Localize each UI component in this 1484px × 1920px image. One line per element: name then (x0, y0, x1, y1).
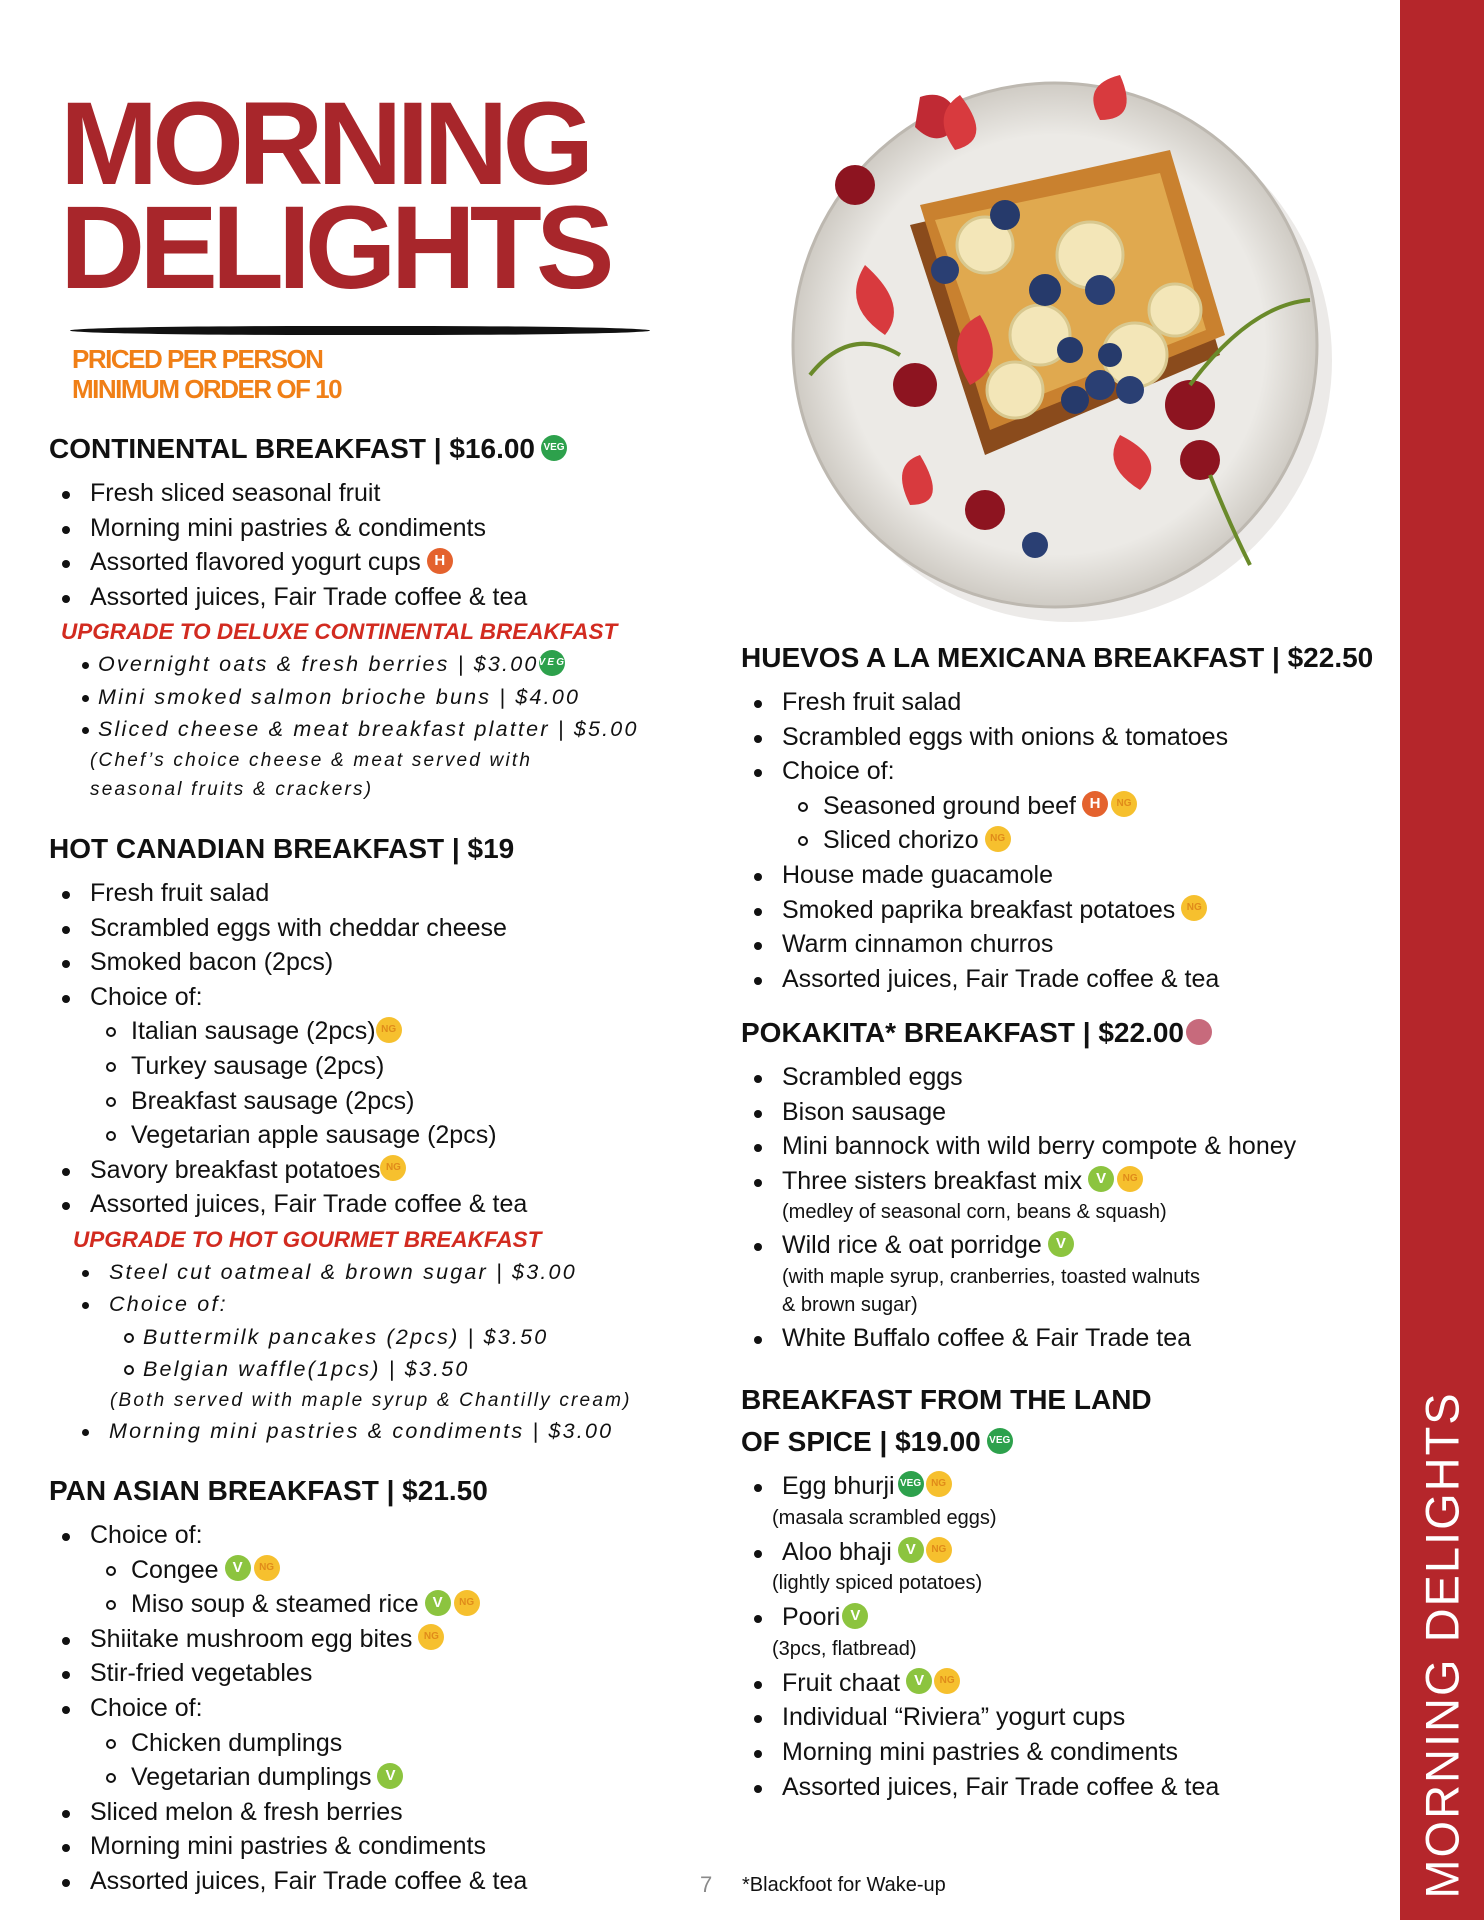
note-line: (Both served with maple syrup & Chantilly cream) (110, 1389, 632, 1411)
section-heading: HUEVOS A LA MEXICANA BREAKFAST | $22.50 (741, 642, 1374, 673)
gluten-free-badge-icon: NG (985, 826, 1011, 852)
title-line-1: MORNING (60, 78, 589, 210)
pricing-subtitle (72, 344, 341, 404)
item-text: Poori (782, 1603, 841, 1632)
item-note: (masala scrambled eggs) (772, 1506, 997, 1529)
huevos-breakfast-section (741, 641, 1373, 996)
list-item (741, 1666, 1219, 1701)
item-text: Smoked paprika breakfast potatoes (782, 895, 1176, 924)
gluten-free-badge-icon: NG (1181, 895, 1207, 921)
subtitle-line-2: MINIMUM ORDER OF 10 (72, 374, 342, 404)
list-item: Fresh fruit salad (49, 876, 632, 911)
item-note: (3pcs, flatbread) (772, 1637, 917, 1660)
item-text: Congee (131, 1555, 219, 1584)
note-line: (Chef’s choice cheese & meat served with (90, 749, 533, 771)
list-item: Choice of: (49, 980, 632, 1015)
item-text: Miso soup & steamed rice (131, 1590, 419, 1619)
list-item (741, 1600, 1219, 1635)
item-list (49, 876, 632, 1222)
item-list (741, 1666, 1219, 1804)
sub-item: Vegetarian apple sausage (2pcs) (49, 1118, 632, 1153)
footnote: *Blackfoot for Wake-up (742, 1874, 946, 1896)
upgrade-title: UPGRADE TO HOT GOURMET BREAKFAST (73, 1226, 542, 1252)
item-list (741, 685, 1373, 996)
list-item: Fresh sliced seasonal fruit (49, 476, 639, 511)
list-item: Choice of: (49, 1288, 632, 1321)
list-item: Mini bannock with wild berry compote & honey (741, 1129, 1296, 1164)
sub-item: Buttermilk pancakes (2pcs) | $3.50 (49, 1321, 632, 1354)
land-of-spice-breakfast-section (741, 1383, 1219, 1804)
gluten-free-badge-icon: NG (254, 1555, 280, 1581)
gluten-free-badge-icon: NG (926, 1537, 952, 1563)
upgrade-list (49, 1256, 632, 1386)
title-line-2: DELIGHTS (60, 182, 609, 314)
item-text: Shiitake mushroom egg bites (90, 1624, 413, 1653)
item-text: Egg bhurji (782, 1472, 895, 1500)
vegetarian-badge-icon: VEG (987, 1428, 1013, 1454)
list-item: Individual “Riviera” yogurt cups (741, 1700, 1219, 1735)
list-item (741, 1469, 1219, 1504)
gluten-free-badge-icon: NG (1111, 791, 1137, 817)
halal-badge-icon: H (427, 548, 453, 574)
gluten-free-badge-icon: NG (418, 1624, 444, 1650)
item-text: Italian sausage (2pcs) (131, 1017, 376, 1046)
gluten-free-badge-icon: NG (926, 1471, 952, 1497)
list-item (741, 1228, 1296, 1263)
list-item: Morning mini pastries & condiments | $3.00 (49, 1415, 632, 1448)
sub-item (49, 1760, 527, 1795)
sub-item (741, 789, 1373, 824)
list-item: Assorted juices, Fair Trade coffee & tea (49, 1187, 632, 1222)
pan-asian-breakfast-section (49, 1474, 527, 1899)
item-note: (lightly spiced potatoes) (772, 1572, 983, 1595)
list-item: Stir-fried vegetables (49, 1656, 527, 1691)
item-list (741, 1535, 1219, 1570)
item-list (741, 1321, 1296, 1356)
item-text: Overnight oats & fresh berries | $3.00 (98, 652, 539, 677)
list-item: Scrambled eggs with cheddar cheese (49, 911, 632, 946)
upgrade-list (49, 648, 639, 746)
list-item (49, 1622, 527, 1657)
list-item: Sliced cheese & meat breakfast platter | $5.00 (49, 713, 639, 746)
list-item: Steel cut oatmeal & brown sugar | $3.00 (49, 1256, 632, 1289)
note-line: seasonal fruits & crackers) (90, 778, 374, 800)
list-item: Choice of: (741, 754, 1373, 789)
sub-item: Belgian waffle(1pcs) | $3.50 (49, 1353, 632, 1386)
subtitle-line-1: PRICED PER PERSON (72, 344, 323, 374)
list-item: Morning mini pastries & condiments (49, 1829, 527, 1864)
list-item: Choice of: (49, 1518, 527, 1553)
gluten-free-badge-icon: NG (376, 1017, 402, 1043)
item-list (741, 1228, 1296, 1263)
section-heading: PAN ASIAN BREAKFAST | $21.50 (49, 1475, 488, 1506)
item-text: Seasoned ground beef (823, 791, 1076, 820)
list-item (741, 1535, 1219, 1570)
list-item: House made guacamole (741, 858, 1373, 893)
continental-breakfast-section (49, 432, 639, 804)
list-item: Choice of: (49, 1691, 527, 1726)
item-list (741, 1600, 1219, 1635)
plate-illustration (770, 55, 1340, 625)
sub-item (741, 823, 1373, 858)
list-item: Assorted juices, Fair Trade coffee & tea (741, 1770, 1219, 1805)
item-note: (with maple syrup, cranberries, toasted walnuts (782, 1265, 1200, 1288)
gluten-free-badge-icon: NG (380, 1155, 406, 1181)
vegan-badge-icon: V (377, 1763, 403, 1789)
item-text: Assorted flavored yogurt cups (90, 548, 421, 577)
hot-canadian-breakfast-section (49, 832, 632, 1447)
upgrade-note (49, 746, 639, 804)
vegan-badge-icon: V (225, 1555, 251, 1581)
item-text: Vegetarian dumplings (131, 1763, 372, 1792)
list-item: Assorted juices, Fair Trade coffee & tea (741, 962, 1373, 997)
item-list (741, 1469, 1219, 1504)
vegan-badge-icon: V (898, 1537, 924, 1563)
vegan-badge-icon: V (425, 1590, 451, 1616)
heading-text: POKAKITA* BREAKFAST | $22.00 (741, 1017, 1184, 1048)
list-item: Assorted juices, Fair Trade coffee & tea (49, 580, 639, 615)
list-item: White Buffalo coffee & Fair Trade tea (741, 1321, 1296, 1356)
list-item (741, 1164, 1296, 1199)
brush-stroke-divider (70, 326, 650, 335)
heading-text: OF SPICE | $19.00 (741, 1426, 981, 1457)
section-heading-line-1: BREAKFAST FROM THE LAND (741, 1384, 1152, 1415)
list-item: Scrambled eggs (741, 1060, 1296, 1095)
sub-item: Turkey sausage (2pcs) (49, 1049, 632, 1084)
list-item: Morning mini pastries & condiments (49, 511, 639, 546)
sub-item (49, 1553, 527, 1588)
section-heading (49, 432, 639, 466)
sub-item (49, 1587, 527, 1622)
vegetarian-badge-icon: VEG (539, 650, 565, 676)
list-item: Smoked bacon (2pcs) (49, 945, 632, 980)
section-heading-line-2 (741, 1425, 1219, 1459)
section-heading: HOT CANADIAN BREAKFAST | $19 (49, 833, 515, 864)
list-item: Mini smoked salmon brioche buns | $4.00 (49, 681, 639, 714)
list-item: Sliced melon & fresh berries (49, 1795, 527, 1830)
list-item: Warm cinnamon churros (741, 927, 1373, 962)
vegan-badge-icon: V (842, 1603, 868, 1629)
upgrade-title: UPGRADE TO DELUXE CONTINENTAL BREAKFAST (61, 619, 618, 645)
vegetarian-badge-icon: VEG (541, 435, 567, 461)
section-heading (741, 1016, 1296, 1050)
item-text: Sliced chorizo (823, 826, 979, 855)
list-item: Assorted juices, Fair Trade coffee & tea (49, 1864, 527, 1899)
list-item: Fresh fruit salad (741, 685, 1373, 720)
page-number: 7 (700, 1872, 713, 1897)
item-list (49, 1518, 527, 1899)
vegan-badge-icon: V (1048, 1231, 1074, 1257)
indigenous-badge-icon (1186, 1019, 1212, 1045)
french-toast-plate-image (770, 55, 1340, 625)
gluten-free-badge-icon: NG (454, 1590, 480, 1616)
gluten-free-badge-icon: NG (934, 1668, 960, 1694)
upgrade-note (49, 1386, 632, 1415)
page-title (60, 78, 609, 314)
item-text: Wild rice & oat porridge (782, 1231, 1042, 1260)
sub-item: Breakfast sausage (2pcs) (49, 1084, 632, 1119)
item-list (741, 1060, 1296, 1198)
halal-badge-icon: H (1082, 791, 1108, 817)
list-item: Morning mini pastries & condiments (741, 1735, 1219, 1770)
item-list (49, 476, 639, 614)
vegan-badge-icon: V (1088, 1166, 1114, 1192)
list-item (49, 545, 639, 580)
item-text: Fruit chaat (782, 1668, 901, 1697)
upgrade-list (49, 1415, 632, 1448)
list-item: Scrambled eggs with onions & tomatoes (741, 720, 1373, 755)
pokakita-breakfast-section (741, 1016, 1296, 1356)
item-text: Aloo bhaji (782, 1537, 892, 1566)
vegetarian-badge-icon: VEG (898, 1471, 924, 1497)
heading-text: CONTINENTAL BREAKFAST | $16.00 (49, 433, 535, 464)
vegan-badge-icon: V (906, 1668, 932, 1694)
list-item: Bison sausage (741, 1095, 1296, 1130)
item-text: Savory breakfast potatoes (90, 1155, 381, 1184)
item-note: (medley of seasonal corn, beans & squash) (782, 1201, 1167, 1224)
side-banner-text: MORNING DELIGHTS (1415, 1391, 1469, 1899)
item-note: & brown sugar) (782, 1293, 918, 1316)
gluten-free-badge-icon: NG (1117, 1166, 1143, 1192)
list-item (49, 648, 639, 681)
list-item (49, 1153, 632, 1188)
sub-item: Chicken dumplings (49, 1726, 527, 1761)
item-text: Three sisters breakfast mix (782, 1166, 1083, 1195)
list-item (741, 893, 1373, 928)
sub-item (49, 1014, 632, 1049)
